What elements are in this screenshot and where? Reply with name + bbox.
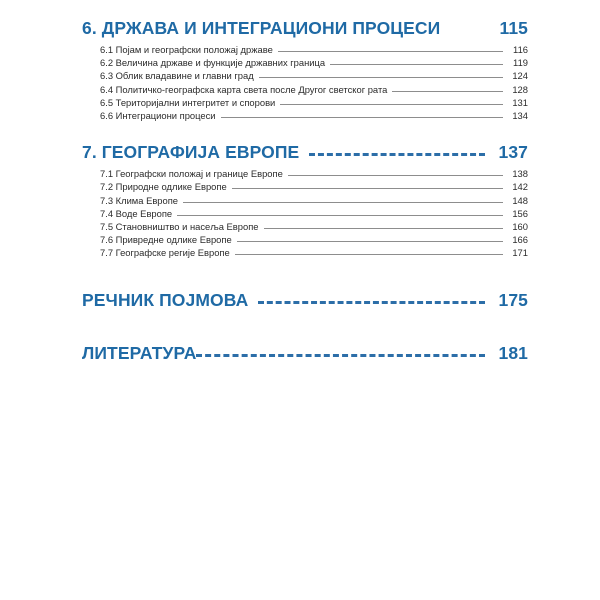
- toc-entry-title: 6.2 Величина државе и функције државних граница: [100, 57, 326, 69]
- chapter-heading-6[interactable]: [82, 18, 528, 39]
- toc-entry-title: 6.6 Интеграциони процеси: [100, 110, 216, 122]
- toc-entry[interactable]: [100, 246, 528, 259]
- toc-entry-title: 7.6 Привредне одлике Европе: [100, 234, 232, 246]
- toc-entry[interactable]: [100, 69, 528, 82]
- toc-entry-title: 7.4 Воде Европе: [100, 207, 173, 219]
- toc-entry-page: 116: [513, 44, 528, 55]
- chapter-title-6: 6. ДРЖАВА И ИНТЕГРАЦИОНИ ПРОЦЕСИ: [82, 18, 441, 38]
- toc-entry-leader: [235, 254, 503, 255]
- toc-entry-title: 6.5 Територијални интегритет и спорови: [100, 96, 276, 108]
- toc-entry[interactable]: [100, 220, 528, 233]
- toc-entry-leader: [177, 215, 503, 216]
- toc-entry-leader: [221, 117, 503, 118]
- chapter-heading-7[interactable]: [82, 142, 528, 163]
- toc-entry-title: 7.5 Становништво и насеља Европе: [100, 221, 259, 233]
- toc-entry-title: 6.1 Појам и географски положај државе: [100, 44, 273, 55]
- toc-entry-title: 7.7 Географске регије Европе: [100, 247, 230, 259]
- toc-entry[interactable]: [100, 109, 528, 122]
- toc-entry-page: 171: [512, 247, 528, 259]
- chapter-title-7: 7. ГЕОГРАФИЈА ЕВРОПЕ: [82, 142, 300, 163]
- chapter-page-7: 137: [498, 142, 528, 163]
- toc-entry-leader: [278, 51, 503, 52]
- toc-entry-leader: [232, 188, 503, 189]
- toc-entry[interactable]: [100, 194, 528, 207]
- chapter-page-6: 115: [499, 18, 528, 38]
- toc-entry-leader: [183, 202, 503, 203]
- toc-entry-leader: [392, 91, 503, 92]
- chapter-leader-7: [309, 155, 485, 156]
- section-leader-literature: [196, 356, 485, 357]
- toc-entry-leader: [280, 104, 503, 105]
- section-leader-glossary: [258, 303, 485, 304]
- toc-entry-page: 156: [512, 207, 528, 219]
- toc-entry-title: 7.1 Географски положај и границе Европе: [100, 168, 283, 180]
- section-heading-glossary[interactable]: [82, 290, 528, 311]
- toc-entry-page: 166: [512, 234, 528, 246]
- toc-entry-page: 160: [512, 221, 528, 233]
- toc-entry[interactable]: [100, 56, 528, 69]
- section-page-literature: 181: [498, 342, 528, 363]
- toc-entry-title: 6.4 Политичко-географска карта света после Другог светског рата: [100, 83, 388, 95]
- toc-entry-leader: [259, 77, 503, 78]
- toc-entry-page: 124: [512, 70, 528, 82]
- toc-entry-page: 128: [512, 83, 528, 95]
- section-title-literature: ЛИТЕРАТУРА: [82, 342, 197, 363]
- section-title-glossary: РЕЧНИК ПОЈМОВА: [82, 289, 249, 310]
- toc-entry[interactable]: [100, 167, 528, 180]
- toc-entry-title: 6.3 Облик владавине и главни град: [100, 70, 254, 82]
- toc-entry-leader: [330, 64, 503, 65]
- chapter-block-6: [82, 18, 528, 122]
- toc-entry-page: 142: [512, 181, 528, 193]
- section-page-glossary: 175: [498, 289, 528, 310]
- toc-entry[interactable]: [100, 96, 528, 109]
- chapter-6-entry-list: [82, 43, 528, 122]
- toc-entry-page: 134: [512, 110, 528, 122]
- toc-entry-page: 119: [513, 57, 528, 69]
- toc-entry[interactable]: [100, 83, 528, 96]
- toc-entry-page: 131: [512, 96, 528, 108]
- toc-entry-leader: [288, 175, 503, 176]
- toc-entry[interactable]: [100, 180, 528, 193]
- toc-entry-title: 7.2 Природне одлике Европе: [100, 181, 227, 193]
- chapter-block-7: [82, 142, 528, 259]
- toc-entry-page: 148: [512, 194, 528, 206]
- chapter-7-entry-list: [82, 167, 528, 259]
- toc-entry-title: 7.3 Клима Европе: [100, 194, 179, 206]
- section-heading-literature[interactable]: [82, 343, 528, 364]
- toc-entry[interactable]: [100, 207, 528, 220]
- toc-entry[interactable]: [100, 43, 528, 56]
- toc-entry-page: 138: [512, 168, 528, 180]
- chapter-leader-6: [450, 31, 485, 32]
- toc-entry[interactable]: [100, 233, 528, 246]
- toc-entry-leader: [237, 241, 503, 242]
- toc-entry-leader: [264, 228, 503, 229]
